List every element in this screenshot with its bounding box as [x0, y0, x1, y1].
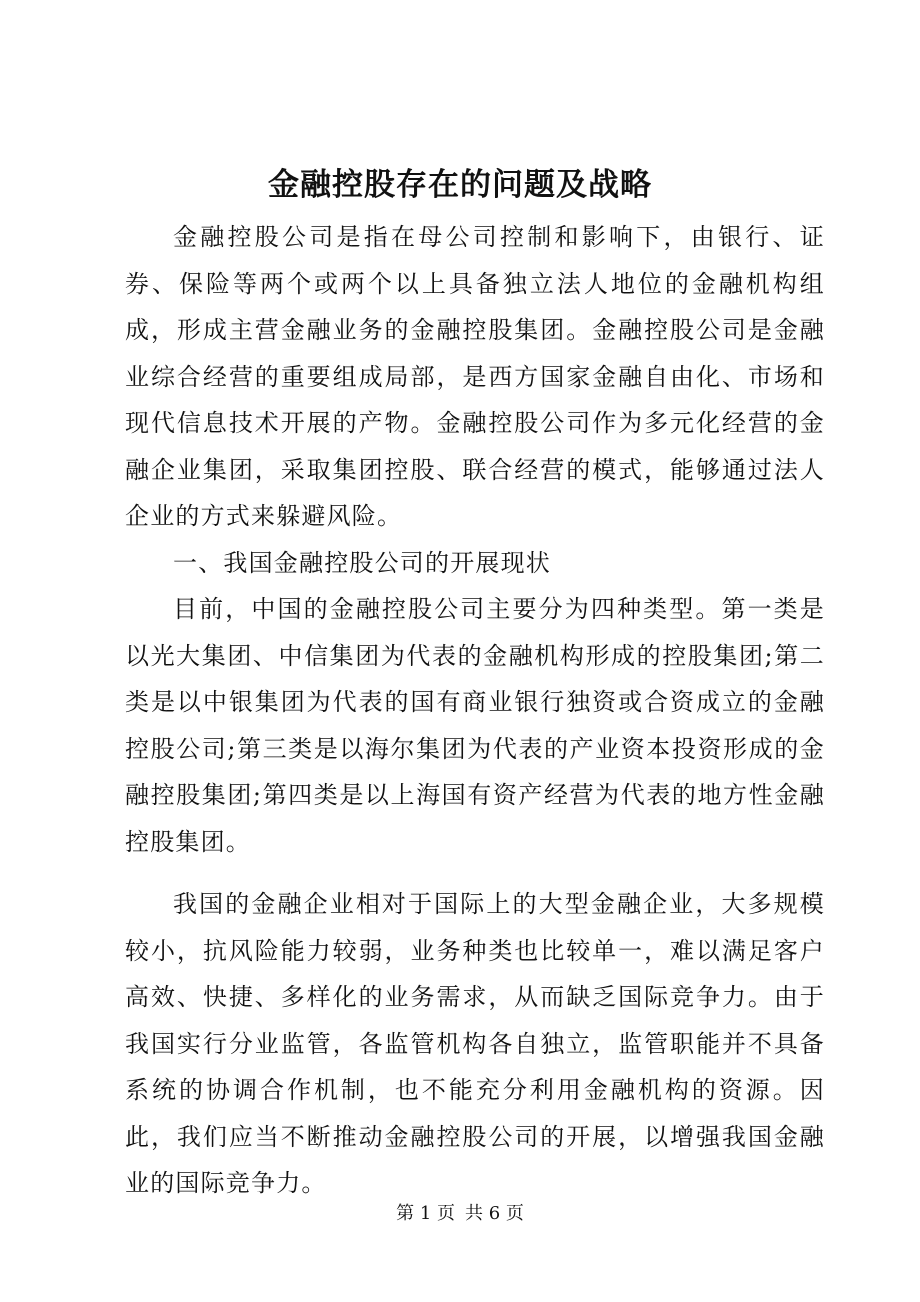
- page-number: 第 1 页: [396, 1203, 455, 1224]
- paragraph-analysis: 我国的金融企业相对于国际上的大型金融企业，大多规模较小，抗风险能力较弱，业务种类也比较单一，难以满足客户高效、快捷、多样化的业务需求，从而缺乏国际竞争力。由于我国实行分业监管，各监管机构各自独立，监管职能并不具备系统的协调合作机制，也不能充分利用金融机构的资源。因此，我们应当不断推动金融控股公司的开展，以增强我国金融业的国际竞争力。: [125, 890, 825, 1197]
- paragraph-intro: 金融控股公司是指在母公司控制和影响下，由银行、证券、保险等两个或两个以上具备独立法人地位的金融机构组成，形成主营金融业务的金融控股集团。金融控股公司是金融业综合经营的重要组成局部，是西方国家金融自由化、市场和现代信息技术开展的产物。金融控股公司作为多元化经营的金融企业集团，采取集团控股、联合经营的模式，能够通过法人企业的方式来躲避风险。: [125, 223, 825, 530]
- page-footer: [0, 1201, 920, 1227]
- paragraph-types: 目前，中国的金融控股公司主要分为四种类型。第一类是以光大集团、中信集团为代表的金融机构形成的控股集团;第二类是以中银集团为代表的国有商业银行独资或合资成立的金融控股公司;第三类是以海尔集团为代表的产业资本投资形成的金融控股集团;第四类是以上海国有资产经营为代表的地方性金融控股集团。: [125, 595, 825, 856]
- section-heading: 一、我国金融控股公司的开展现状: [173, 548, 551, 577]
- document-title: 金融控股存在的问题及战略: [268, 167, 652, 203]
- page-total: 共 6 页: [465, 1203, 524, 1224]
- document-body: [125, 214, 825, 1207]
